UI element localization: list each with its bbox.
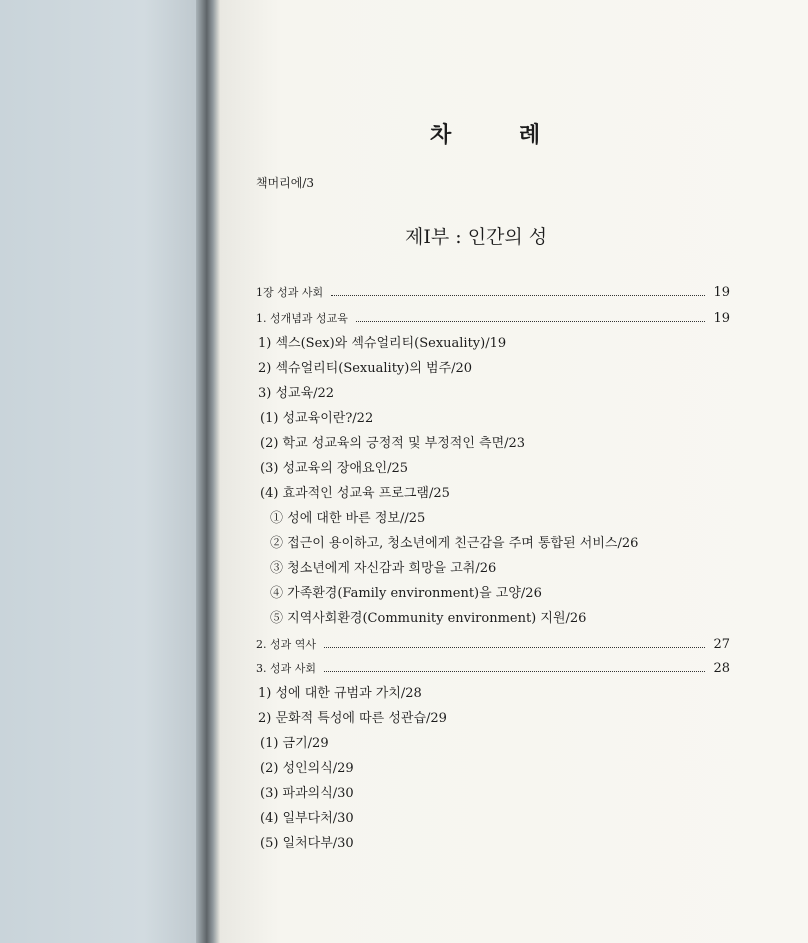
section-3-label: 3. 성과 사회 [256, 662, 316, 675]
chapter-1-label: 1장 성과 사회 [256, 286, 324, 299]
toc-item: (1) 금기/29 [260, 736, 329, 751]
chapter-1-page: 19 [713, 285, 730, 300]
section-3-entry [256, 661, 730, 677]
section-3-page: 28 [713, 661, 730, 676]
section-1-label: 1. 성개념과 성교육 [256, 312, 348, 325]
leader-dots [331, 295, 705, 296]
chapter-1-entry [256, 285, 730, 301]
toc-item: 2) 문화적 특성에 따른 성관습/29 [258, 711, 447, 726]
section-1-entry [256, 311, 730, 327]
section-1-page: 19 [713, 311, 730, 326]
preface-entry: 책머리에/3 [256, 176, 315, 190]
toc-item: 2) 섹슈얼리티(Sexuality)의 범주/20 [258, 361, 473, 376]
toc-item: (2) 성인의식/29 [260, 761, 354, 776]
toc-item: ③ 청소년에게 자신감과 희망을 고취/26 [270, 561, 497, 576]
toc-item: (4) 일부다처/30 [260, 811, 354, 826]
toc-title: 차 례 [430, 122, 571, 148]
toc-item: (3) 성교육의 장애요인/25 [260, 461, 409, 476]
toc-item: 1) 성에 대한 규범과 가치/28 [258, 686, 422, 701]
toc-item: ① 성에 대한 바른 정보//25 [270, 511, 426, 526]
toc-item: (2) 학교 성교육의 긍정적 및 부정적인 측면/23 [260, 436, 526, 451]
section-2-page: 27 [713, 637, 730, 652]
book-gutter [196, 0, 220, 943]
leader-dots [324, 671, 705, 672]
toc-item: ⑤ 지역사회환경(Community environment) 지원/26 [270, 611, 587, 626]
part-title: 제Ⅰ부 : 인간의 성 [405, 226, 548, 248]
toc-item: (4) 효과적인 성교육 프로그램/25 [260, 486, 450, 501]
toc-item: 1) 섹스(Sex)와 섹슈얼리티(Sexuality)/19 [258, 336, 507, 351]
leader-dots [356, 321, 706, 322]
toc-item: ④ 가족환경(Family environment)을 고양/26 [270, 586, 542, 601]
toc-item: (1) 성교육이란?/22 [260, 411, 374, 426]
section-2-label: 2. 성과 역사 [256, 638, 316, 651]
toc-item: 3) 성교육/22 [258, 386, 335, 401]
section-2-entry [256, 637, 730, 653]
toc-item: (5) 일처다부/30 [260, 836, 354, 851]
toc-item: ② 접근이 용이하고, 청소년에게 친근감을 주며 통합된 서비스/26 [270, 536, 639, 551]
toc-item: (3) 파과의식/30 [260, 786, 354, 801]
left-page [0, 0, 206, 943]
leader-dots [324, 647, 705, 648]
